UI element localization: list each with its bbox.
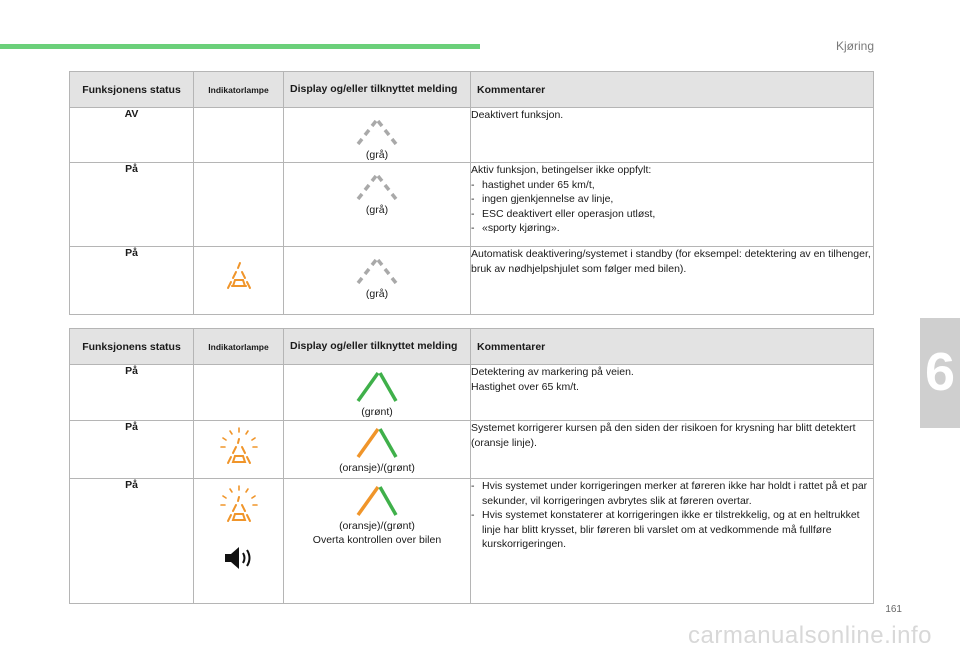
status-cell: AV [70,108,194,163]
list-item: - «sporty kjøring». [471,221,873,236]
col-status: Funksjonens status [70,72,194,108]
lane-lines-grey-icon [332,251,422,285]
lane-keep-correcting-icon [217,425,261,469]
comment-cell: Deaktivert funksjon. [471,108,874,163]
lane-lines-orange-green-icon [332,483,422,517]
chapter-number: 6 [924,342,956,402]
status-cell: På [70,479,194,604]
display-caption: (grønt) [361,406,393,418]
comment-list [471,479,873,552]
table-row [70,365,874,421]
col-comment: Kommentarer [471,329,874,365]
comment-text: Hastighet over 65 km/t. [471,380,579,393]
table-header [70,329,874,365]
status-table-2 [69,328,874,604]
status-cell: På [70,247,194,315]
display-caption: (grå) [365,204,389,216]
list-item: - Hvis systemet konstaterer at korrigeringen ikke er tilstrekkelig, og at en heltrukket linje har blitt krysset, blir føreren bli varslet om at vedkommende må fullføre kurskorrigeringen. [471,508,873,552]
display-message: Overta kontrollen over bilen [312,534,442,546]
table-row [70,163,874,247]
comment-list [471,178,873,236]
speaker-icon [221,542,257,574]
lane-keep-warning-icon [217,255,261,295]
status-cell: På [70,365,194,421]
header-accent-bar [0,44,480,49]
table-row [70,247,874,315]
watermark: carmanualsonline.info [688,622,932,649]
status-cell: På [70,421,194,479]
status-table-1 [69,71,874,315]
table-header [70,72,874,108]
col-indicator: Indikatorlampe [194,329,284,365]
col-status: Funksjonens status [70,329,194,365]
list-item: - ESC deaktivert eller operasjon utløst, [471,207,873,222]
lane-lines-grey-icon [332,167,422,201]
comment-cell: Systemet korrigerer kursen på den siden der risikoen for krysning har blitt detektert (oransje linje). [471,421,874,479]
list-item: - ingen gjenkjennelse av linje, [471,192,873,207]
display-caption: (grå) [365,149,389,161]
col-indicator: Indikatorlampe [194,72,284,108]
col-comment: Kommentarer [471,72,874,108]
display-caption: (grå) [365,288,389,300]
table-row [70,108,874,163]
display-caption: (oransje)/(grønt) [339,520,415,532]
lane-lines-grey-icon [332,112,422,146]
list-item: - hastighet under 65 km/t, [471,178,873,193]
lane-lines-orange-green-icon [332,425,422,459]
section-title: Kjøring [835,39,874,53]
table-row [70,479,874,604]
lane-lines-green-icon [332,369,422,403]
comment-cell: Automatisk deaktivering/systemet i standby (for eksempel: detektering av en tilhenger, bruk av nødhjelpshjulet som følger med bilen). [471,247,874,315]
comment-text: Aktiv funksjon, betingelser ikke oppfylt: [471,164,652,176]
display-caption: (oransje)/(grønt) [339,462,415,474]
lane-keep-correcting-icon [217,483,261,527]
comment-text: Detektering av markering på veien. [471,366,634,378]
page-number: 161 [885,604,902,615]
status-cell: På [70,163,194,247]
col-display: Display og/eller tilknyttet melding [284,72,471,108]
col-display: Display og/eller tilknyttet melding [284,329,471,365]
table-row [70,421,874,479]
list-item: - Hvis systemet under korrigeringen merker at føreren ikke har holdt i rattet på et par sekunder, vil korrigeringen avbrytes slik at føreren overtar. [471,479,873,508]
